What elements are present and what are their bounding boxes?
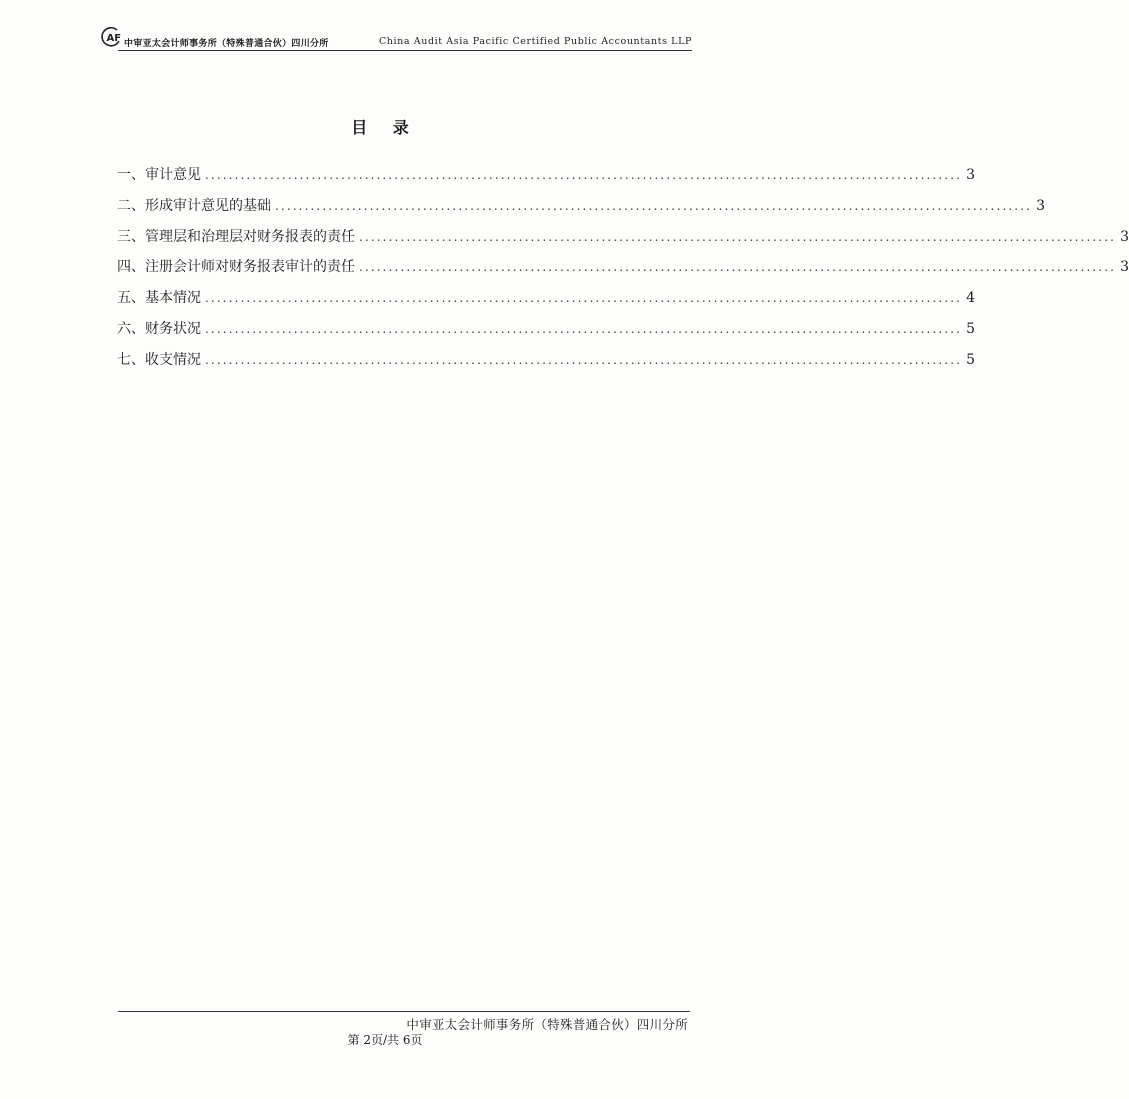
toc-entry-label: 五、基本情况 <box>117 290 201 307</box>
header-firm-name-cn: 中审亚太会计师事务所（特殊普通合伙）四川分所 <box>124 39 329 49</box>
toc-entry[interactable] <box>117 226 1129 257</box>
toc-entry-label: 二、形成审计意见的基础 <box>117 197 271 214</box>
toc-entry-label: 四、注册会计师对财务报表审计的责任 <box>117 259 355 276</box>
toc-entry-label: 一、审计意见 <box>117 167 201 183</box>
toc-entry-label: 三、管理层和治理层对财务报表的责任 <box>117 228 355 245</box>
toc-leader-dots: ................................................................................................................................ <box>205 168 963 182</box>
toc-entry-page: 3 <box>966 167 975 183</box>
table-of-contents <box>117 164 1129 380</box>
page-header <box>100 26 692 52</box>
toc-leader-dots: ................................................................................................................................ <box>205 291 963 306</box>
toc-entry[interactable] <box>117 195 1045 226</box>
toc-entry[interactable] <box>117 164 975 195</box>
logo-text: AF <box>106 33 122 44</box>
toc-entry-page: 4 <box>966 290 975 307</box>
toc-leader-dots: ................................................................................................................................ <box>205 352 963 367</box>
footer-firm-name: 中审亚太会计师事务所（特殊普通合伙）四川分所 <box>406 1017 688 1032</box>
toc-leader-dots: ................................................................................................................................ <box>205 321 963 336</box>
toc-entry[interactable] <box>117 287 975 318</box>
header-firm-name-en: China Audit Asia Pacific Certified Public Accountants LLP <box>378 36 692 47</box>
toc-entry[interactable] <box>117 318 975 349</box>
toc-leader-dots: ................................................................................................................................ <box>275 198 1033 213</box>
header-divider <box>118 50 692 51</box>
toc-entry-label: 七、收支情况 <box>117 351 201 368</box>
footer-divider <box>118 1011 690 1012</box>
toc-entry-page: 3 <box>1120 228 1129 245</box>
toc-entry[interactable] <box>117 349 975 380</box>
footer-page-number: 第 2页/共 6页 <box>347 1033 423 1047</box>
toc-leader-dots: ................................................................................................................................ <box>359 229 1117 244</box>
toc-entry-page: 5 <box>966 320 975 337</box>
toc-entry-page: 3 <box>1036 197 1045 214</box>
toc-leader-dots: ................................................................................................................................ <box>359 260 1117 275</box>
toc-entry[interactable] <box>117 256 1129 287</box>
toc-entry-page: 5 <box>966 351 975 368</box>
toc-title: 目 录 <box>351 118 419 137</box>
toc-entry-page: 3 <box>1120 259 1129 276</box>
firm-logo-icon <box>100 26 122 48</box>
toc-entry-label: 六、财务状况 <box>117 320 201 337</box>
